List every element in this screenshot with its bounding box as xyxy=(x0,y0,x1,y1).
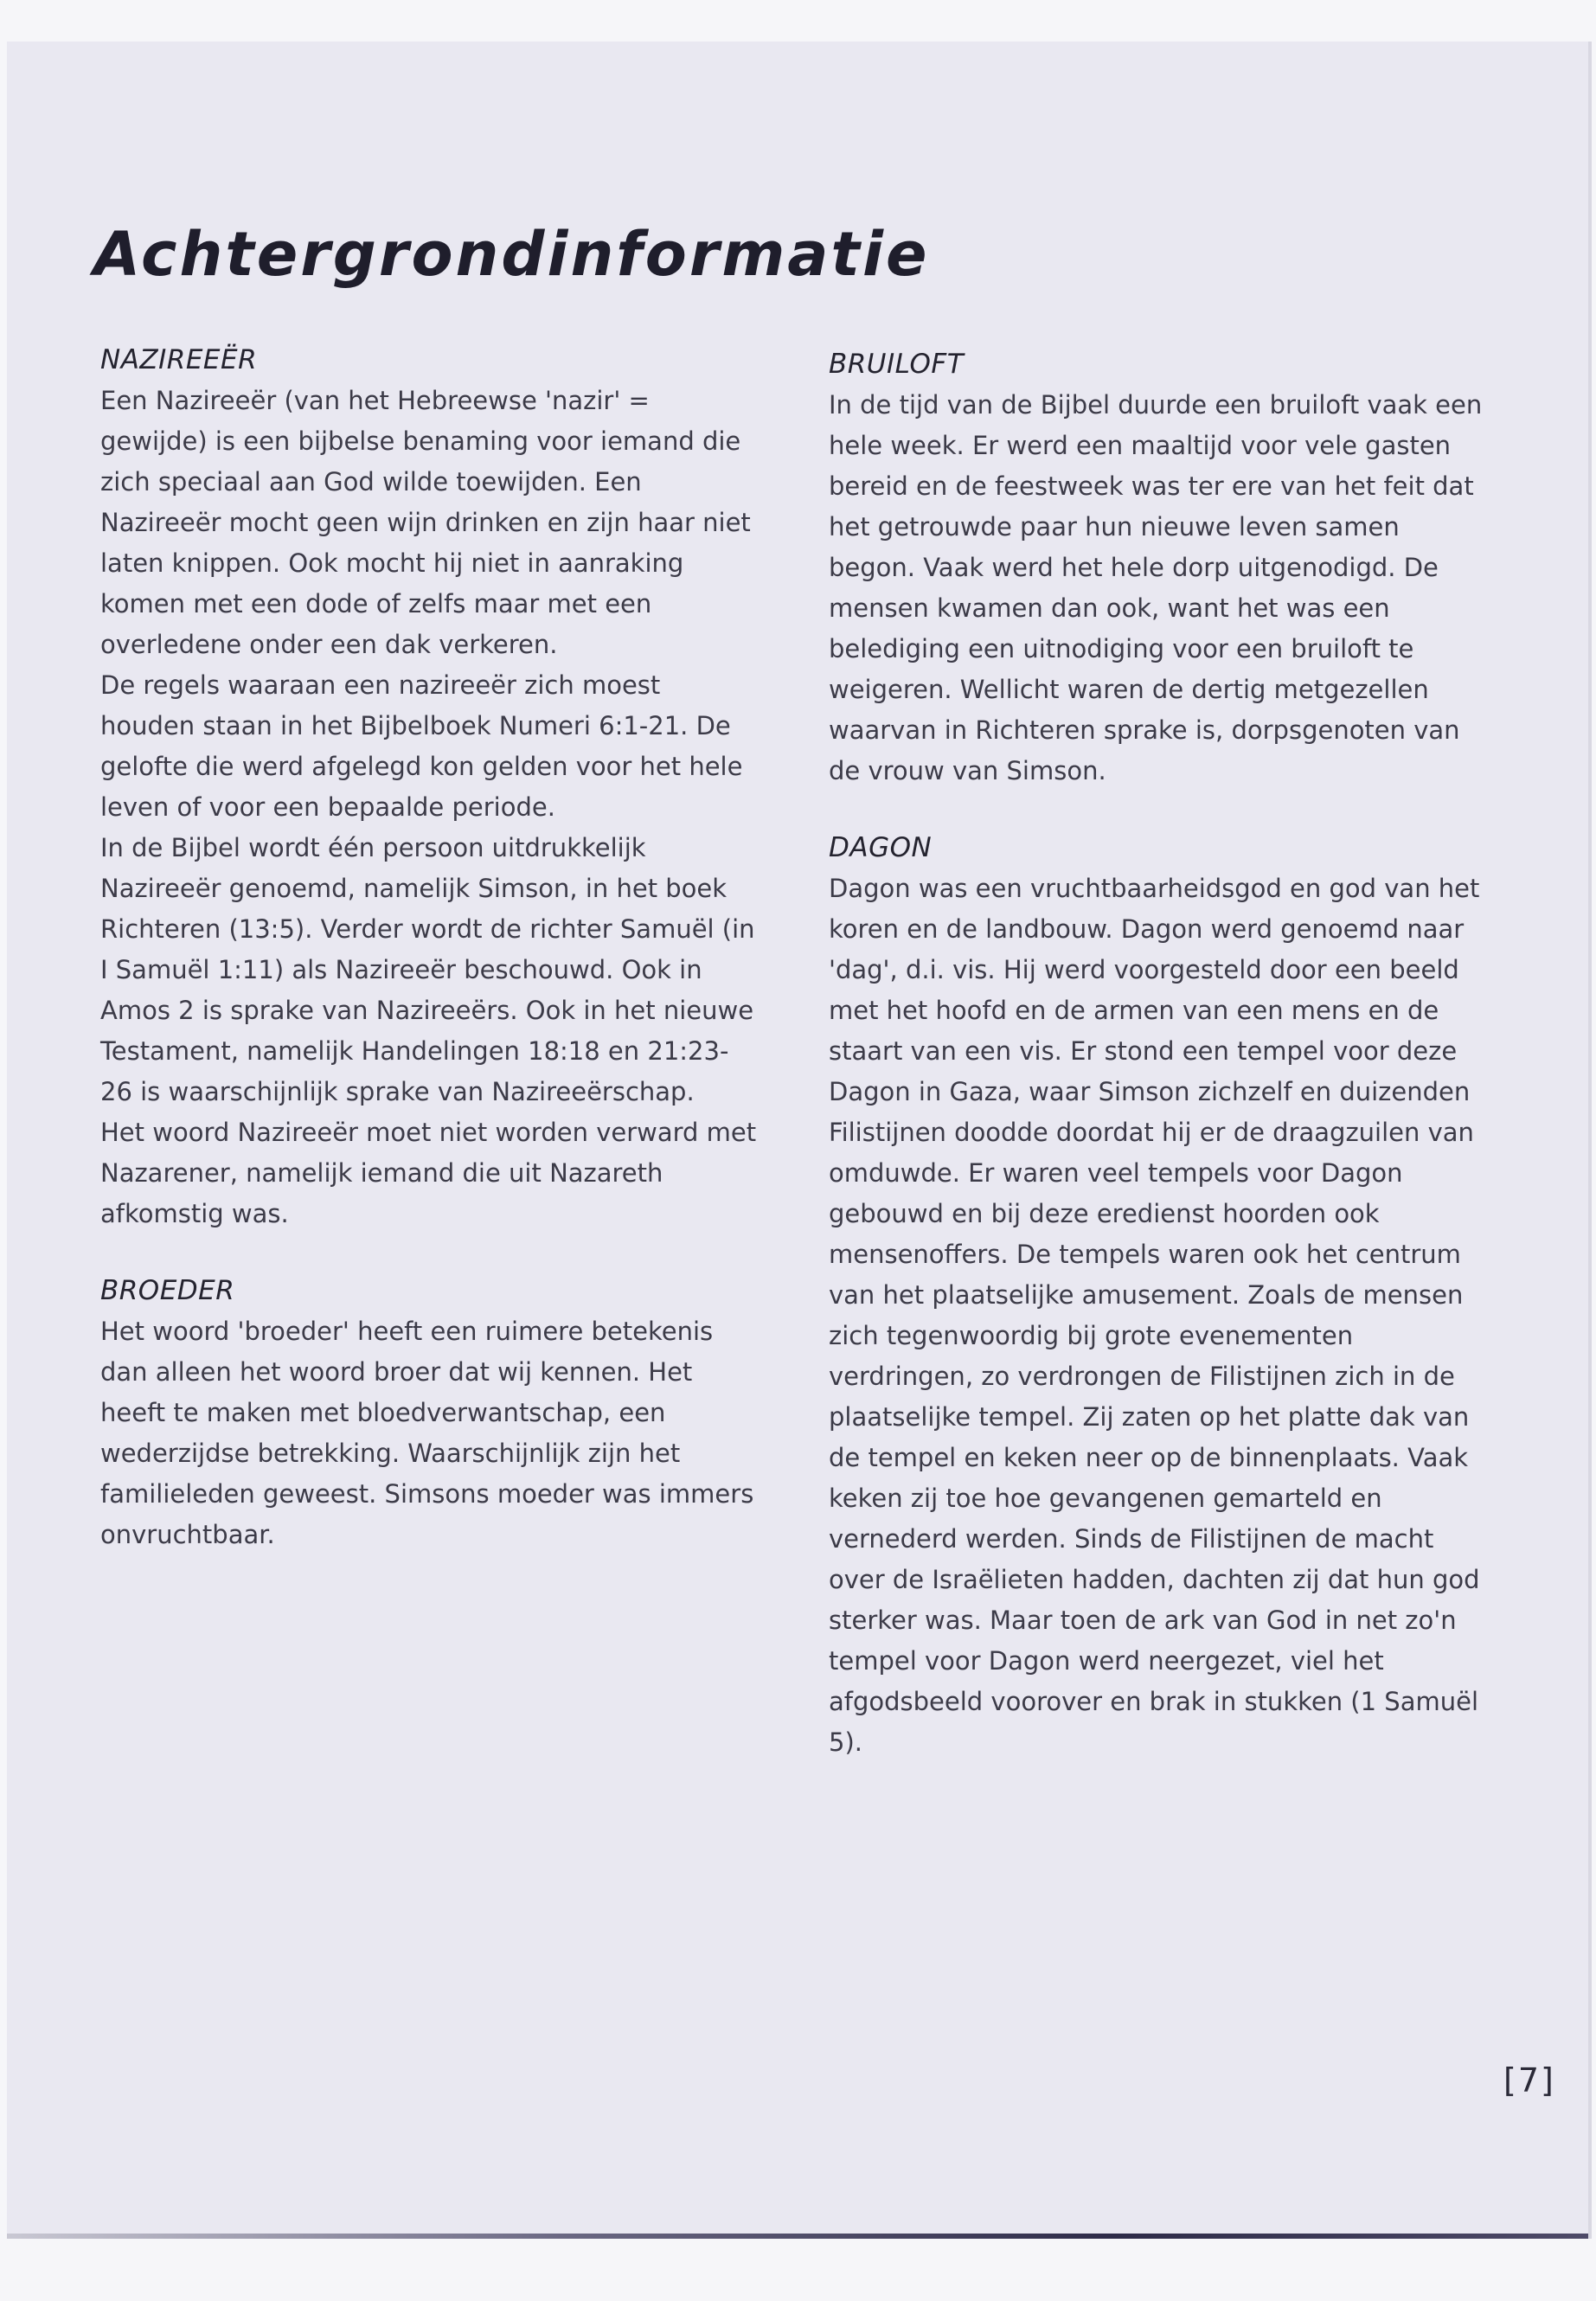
paragraph: Het woord 'broeder' heeft een ruimere betekenis dan alleen het woord broer dat wij kennen. Het heeft te maken met bloedverwantschap, een wederzijdse betrekking. Waarschijnlijk zijn het familieleden geweest. Simsons moeder was immers onvruchtbaar. xyxy=(100,1317,754,1549)
page-bottom-edge xyxy=(7,2234,1588,2239)
page-number: [7] xyxy=(1503,2061,1555,2099)
section-broeder xyxy=(100,1275,758,1555)
section-heading: BRUILOFT xyxy=(829,349,965,380)
page-sheet xyxy=(7,42,1592,2239)
paragraph: In de tijd van de Bijbel duurde een bruiloft vaak een hele week. Er werd een maaltijd voor vele gasten bereid en de feestweek was ter ere van het feit dat het getrouwde paar hun nieuwe leven samen begon. Vaak werd het hele dorp uitgenodigd. De mensen kwamen dan ook, want het was een belediging een uitnodiging voor een bruiloft te weigeren. Wellicht waren de dertig metgezellen waarvan in Richteren sprake is, dorpsgenoten van de vrouw van Simson. xyxy=(829,390,1483,785)
section-nazireeer xyxy=(100,344,758,1234)
section-heading: DAGON xyxy=(829,832,933,863)
section-heading: NAZIREEËR xyxy=(100,344,258,375)
paragraph: Een Nazireeër (van het Hebreewse 'nazir' = gewijde) is een bijbelse benaming voor iemand die zich speciaal aan God wilde toewijden. Een Nazireeër mocht geen wijn drinken en zijn haar niet laten knippen. Ook mocht hij niet in aanraking komen met een dode of zelfs maar met een overledene onder een dak verkeren. xyxy=(100,386,751,659)
paragraph: De regels waaraan een nazireeër zich moest houden staan in het Bijbelboek Numeri 6:1-21. De gelofte die werd afgelegd kon gelden voor het hele leven of voor een bepaalde periode. xyxy=(100,670,743,822)
paragraph: Dagon was een vruchtbaarheidsgod en god van het koren en de landbouw. Dagon werd genoemd naar 'dag', d.i. vis. Hij werd voorgesteld door een beeld met het hoofd en de armen van een mens en de staart van een vis. Er stond een tempel voor deze Dagon in Gaza, waar Simson zichzelf en duizenden Filistijnen doodde doordat hij er de draagzuilen van omduwde. Er waren veel tempels voor Dagon gebouwd en bij deze eredienst hoorden ook mensenoffers. De tempels waren ook het centrum van het plaatselijke amusement. Zoals de mensen zich tegenwoordig bij grote evenementen verdringen, zo verdrongen de Filistijnen zich in de plaatselijke tempel. Zij zaten op het platte dak van de tempel en keken neer op de binnenplaats. Vaak keken zij toe hoe gevangenen gemarteld en vernederd werden. Sinds de Filistijnen de macht over de Israëlieten hadden, dachten zij dat hun god sterker was. Maar toen de ark van God in net zo'n tempel voor Dagon werd neergezet, viel het afgodsbeeld voorover en brak in stukken (1 Samuël 5). xyxy=(829,874,1480,1757)
page-title: Achtergrondinformatie xyxy=(93,219,930,290)
paragraph: Het woord Nazireeër moet niet worden verward met Nazarener, namelijk iemand die uit Nazareth afkomstig was. xyxy=(100,1118,757,1228)
section-bruiloft xyxy=(829,349,1486,792)
section-heading: BROEDER xyxy=(100,1275,235,1306)
left-column xyxy=(100,344,758,1596)
paragraph: In de Bijbel wordt één persoon uitdrukkelijk Nazireeër genoemd, namelijk Simson, in het boek Richteren (13:5). Verder wordt de richter Samuël (in I Samuël 1:11) als Nazireeër beschouwd. Ook in Amos 2 is sprake van Nazireeërs. Ook in het nieuwe Testament, namelijk Handelingen 18:18 en 21:23-26 is waarschijnlijk sprake van Nazireeërschap. xyxy=(100,833,755,1106)
right-column xyxy=(829,349,1486,1804)
section-dagon xyxy=(829,832,1486,1763)
